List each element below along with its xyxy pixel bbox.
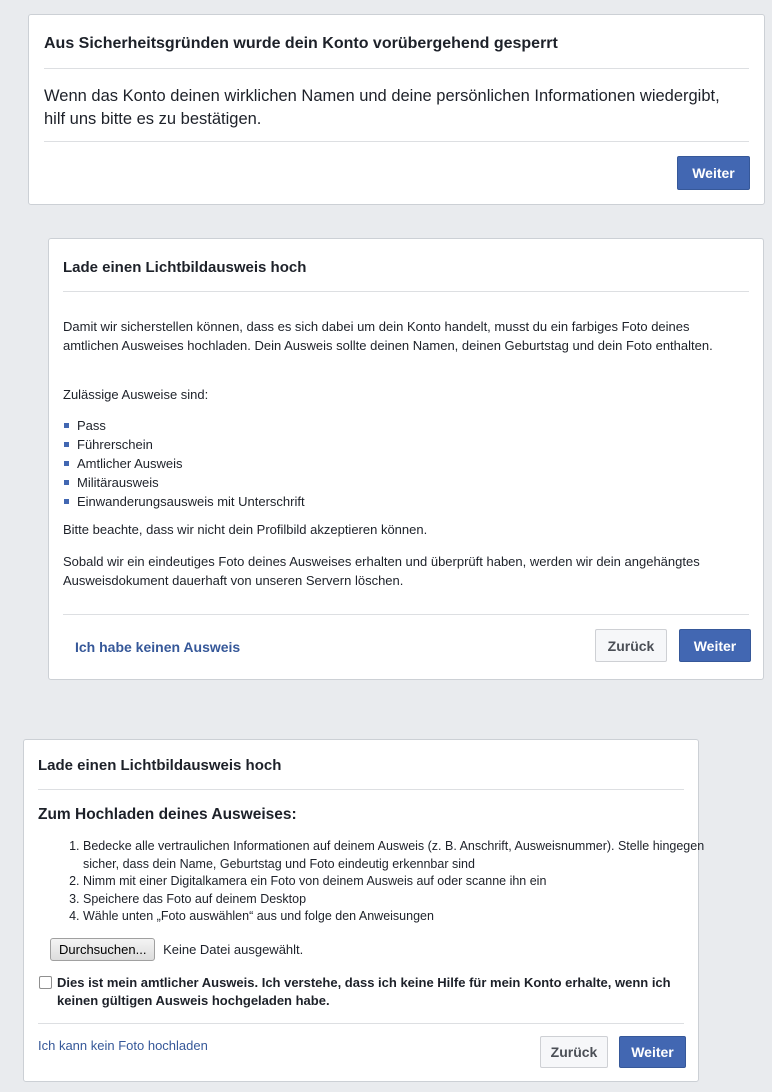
list-item: [63, 416, 305, 435]
profile-picture-note: Bitte beachte, dass wir nicht dein Profilbild akzeptieren können.: [63, 522, 428, 537]
list-item: 3. Speichere das Foto auf deinem Desktop: [83, 891, 713, 909]
list-item: [63, 435, 305, 454]
square-bullet-icon: [64, 480, 69, 485]
list-item: 1. Bedecke alle vertraulichen Informationen auf deinem Ausweis (z. B. Anschrift, Ausweisnummer). Stelle hingegen sicher, dass dein Name, Geburtstag und Foto eindeutig erkennbar sind: [83, 838, 713, 873]
divider: [44, 141, 749, 142]
divider: [44, 68, 749, 69]
list-item: [63, 473, 305, 492]
locked-account-message: Wenn das Konto deinen wirklichen Namen und deine persönlichen Informationen wiedergibt, hilf uns bitte es zu bestätigen.: [44, 87, 720, 128]
square-bullet-icon: [64, 423, 69, 428]
deletion-note: Sobald wir ein eindeutiges Foto deines Ausweises erhalten und überprüft haben, werden wir dein angehängtes Ausweisdokument dauerhaft von unseren Servern löschen.: [63, 554, 700, 588]
confirm-id-label: Dies ist mein amtlicher Ausweis. Ich verstehe, dass ich keine Hilfe für mein Konto erhalte, wenn ich keinen gültigen Ausweis hochgeladen habe.: [57, 975, 671, 1008]
divider: [63, 291, 749, 292]
upload-id-intro: Damit wir sicherstellen können, dass es sich dabei um dein Konto handelt, musst du ein farbiges Foto deines amtlichen Ausweises hochladen. Dein Ausweis sollte deinen Namen, deinen Geburtstag und dein Foto enthalten.: [63, 319, 713, 353]
upload-steps-list: [38, 838, 713, 926]
divider: [38, 1023, 684, 1024]
upload-instructions-heading: Zum Hochladen deines Ausweises:: [38, 806, 297, 823]
upload-id-info-card: [48, 238, 764, 680]
id-type-label: Amtlicher Ausweis: [77, 456, 183, 471]
id-type-label: Einwanderungsausweis mit Unterschrift: [77, 494, 305, 509]
id-type-label: Militärausweis: [77, 475, 159, 490]
back-button[interactable]: Zurück: [540, 1036, 608, 1068]
confirm-id-checkbox[interactable]: [39, 976, 52, 989]
no-id-link[interactable]: Ich habe keinen Ausweis: [75, 639, 241, 655]
divider: [38, 789, 684, 790]
browse-button[interactable]: Durchsuchen...: [50, 938, 155, 961]
list-item: 4. Wähle unten „Foto auswählen“ aus und folge den Anweisungen: [83, 908, 713, 926]
list-item: [63, 492, 305, 511]
continue-button[interactable]: Weiter: [619, 1036, 686, 1068]
divider: [63, 614, 749, 615]
upload-id-form-card: [23, 739, 705, 1082]
square-bullet-icon: [64, 499, 69, 504]
id-type-label: Pass: [77, 418, 106, 433]
upload-id-title: Lade einen Lichtbildausweis hoch: [63, 259, 307, 276]
id-type-label: Führerschein: [77, 437, 153, 452]
continue-button[interactable]: Weiter: [677, 156, 750, 190]
locked-account-card: [28, 14, 765, 205]
accepted-ids-heading: Zulässige Ausweise sind:: [63, 387, 209, 402]
accepted-ids-list: [63, 416, 305, 511]
back-button[interactable]: Zurück: [595, 629, 667, 662]
cannot-upload-link[interactable]: Ich kann kein Foto hochladen: [38, 1038, 208, 1053]
square-bullet-icon: [64, 442, 69, 447]
list-item: 2. Nimm mit einer Digitalkamera ein Foto von deinem Ausweis auf oder scanne ihn ein: [83, 873, 713, 891]
square-bullet-icon: [64, 461, 69, 466]
upload-form-title: Lade einen Lichtbildausweis hoch: [38, 757, 282, 774]
continue-button[interactable]: Weiter: [679, 629, 751, 662]
file-status: Keine Datei ausgewählt.: [163, 942, 304, 957]
file-picker: [50, 938, 303, 961]
list-item: [63, 454, 305, 473]
locked-account-title: Aus Sicherheitsgründen wurde dein Konto vorübergehend gesperrt: [44, 35, 558, 52]
